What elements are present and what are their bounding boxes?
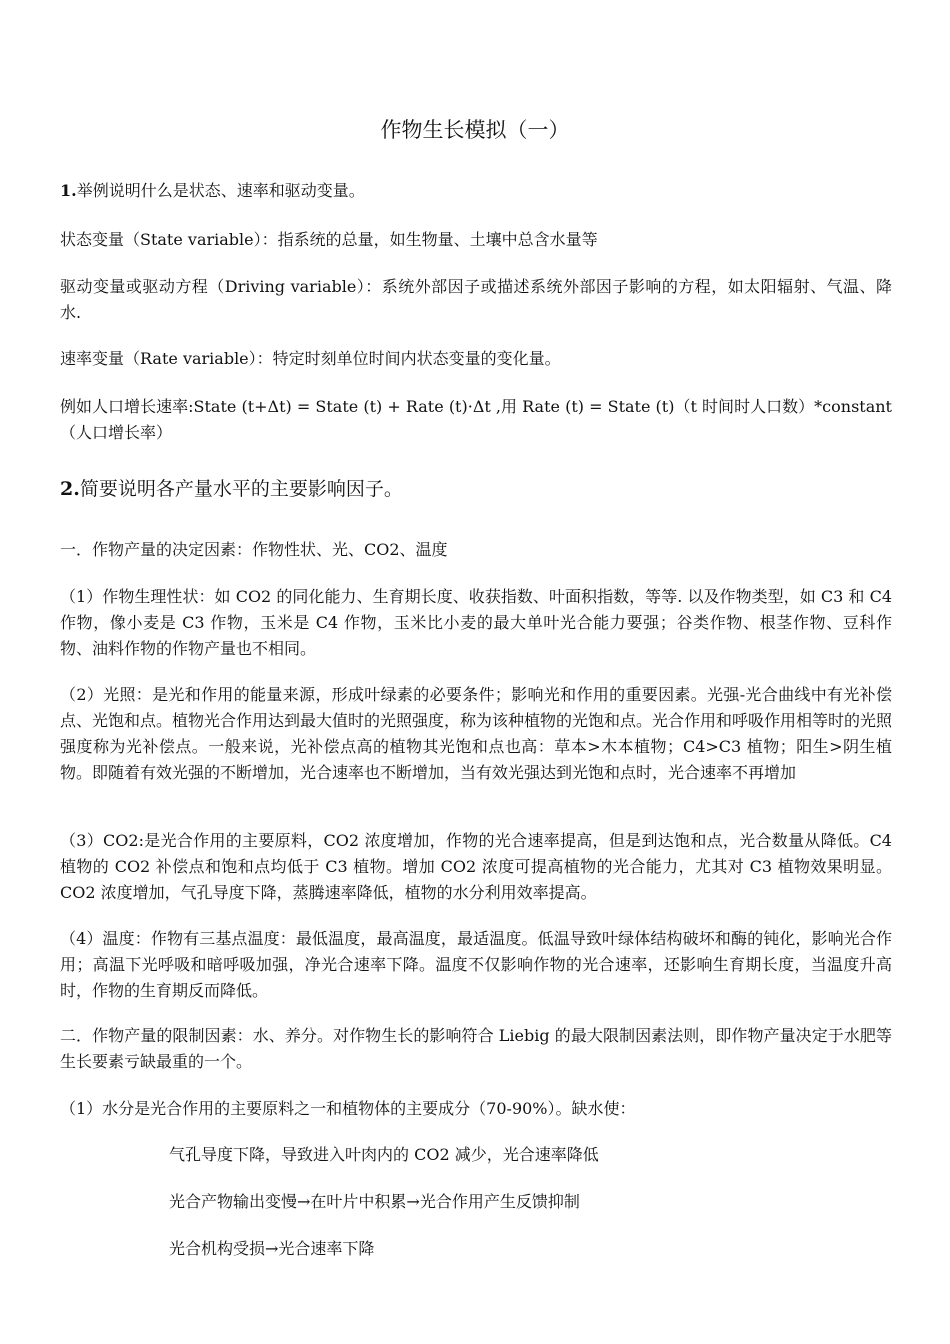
question-1-text: 举例说明什么是状态、速率和驱动变量。 <box>76 181 365 200</box>
temperature-paragraph: （4）温度：作物有三基点温度：最低温度，最高温度，最适温度。低温导致叶绿体结构破坏和酶的钝化，影响光合作用；高温下光呼吸和暗呼吸加强，净光合速率下降。温度不仅影响作物的光合速率，还影响生育期长度，当温度升高时，作物的生育期反而降低。 <box>60 929 892 1000</box>
driving-variable-paragraph: 驱动变量或驱动方程（Driving variable）：系统外部因子或描述系统外部因子影响的方程，如太阳辐射、气温、降水. <box>60 277 892 322</box>
water-effect-item-3: 光合机构受损→光合速率下降 <box>169 1239 375 1258</box>
question-1-heading <box>60 178 892 204</box>
water-effect-item-1: 气孔导度下降，导致进入叶肉内的 CO2 减少，光合速率降低 <box>169 1145 599 1164</box>
question-2-number: 2. <box>60 478 80 500</box>
crop-traits-paragraph: （1）作物生理性状：如 CO2 的同化能力、生育期长度、收获指数、叶面积指数，等等. 以及作物类型，如 C3 和 C4 作物，像小麦是 C3 作物，玉米是 C4 作物，玉米比小麦的最大单叶光合能力要强；谷类作物、根茎作物、豆科作物、油料作物的作物产量也不相同。 <box>60 587 892 658</box>
page-title: 作物生长模拟（一） <box>380 118 570 142</box>
water-effect-item-2: 光合产物输出变慢→在叶片中积累→光合作用产生反馈抑制 <box>169 1192 580 1211</box>
section-1-heading: 一．作物产量的决定因素：作物性状、光、CO2、温度 <box>60 540 448 559</box>
light-paragraph: （2）光照：是光和作用的能量来源，形成叶绿素的必要条件；影响光和作用的重要因素。光强-光合曲线中有光补偿点、光饱和点。植物光合作用达到最大值时的光照强度，称为该种植物的光饱和点。光合作用和呼吸作用相等时的光照强度称为光补偿点。一般来说，光补偿点高的植物其光饱和点也高：草本>木本植物；C4>C3 植物；阳生>阴生植物。即随着有效光强的不断增加，光合速率也不断增加，当有效光强达到光饱和点时，光合速率不再增加 <box>60 685 893 782</box>
question-2-text: 简要说明各产量水平的主要影响因子。 <box>79 478 403 500</box>
state-variable-paragraph: 状态变量（State variable）：指系统的总量，如生物量、土壤中总含水量等 <box>60 230 598 249</box>
population-example-paragraph: 例如人口增长速率:State (t+Δt) = State (t) + Rate (t)·Δt ,用 Rate (t) = State (t)（t 时间时人口数）*constant（人口增长率） <box>60 397 892 442</box>
rate-variable-paragraph: 速率变量（Rate variable）：特定时刻单位时间内状态变量的变化量。 <box>60 349 561 368</box>
question-2-heading <box>60 475 892 503</box>
co2-paragraph: （3）CO2:是光合作用的主要原料，CO2 浓度增加，作物的光合速率提高，但是到达饱和点，光合数量从降低。C4 植物的 CO2 补偿点和饱和点均低于 C3 植物。增加 CO2 浓度可提高植物的光合能力，尤其对 C3 植物效果明显。CO2 浓度增加，气孔导度下降，蒸腾速率降低，植物的水分利用效率提高。 <box>60 831 892 902</box>
question-1-number: 1. <box>60 181 77 200</box>
section-2-heading: 二．作物产量的限制因素：水、养分。对作物生长的影响符合 Liebig 的最大限制因素法则，即作物产量决定于水肥等生长要素亏缺最重的一个。 <box>60 1026 892 1071</box>
water-paragraph: （1）水分是光合作用的主要原料之一和植物体的主要成分（70-90%）。缺水使： <box>60 1099 636 1118</box>
